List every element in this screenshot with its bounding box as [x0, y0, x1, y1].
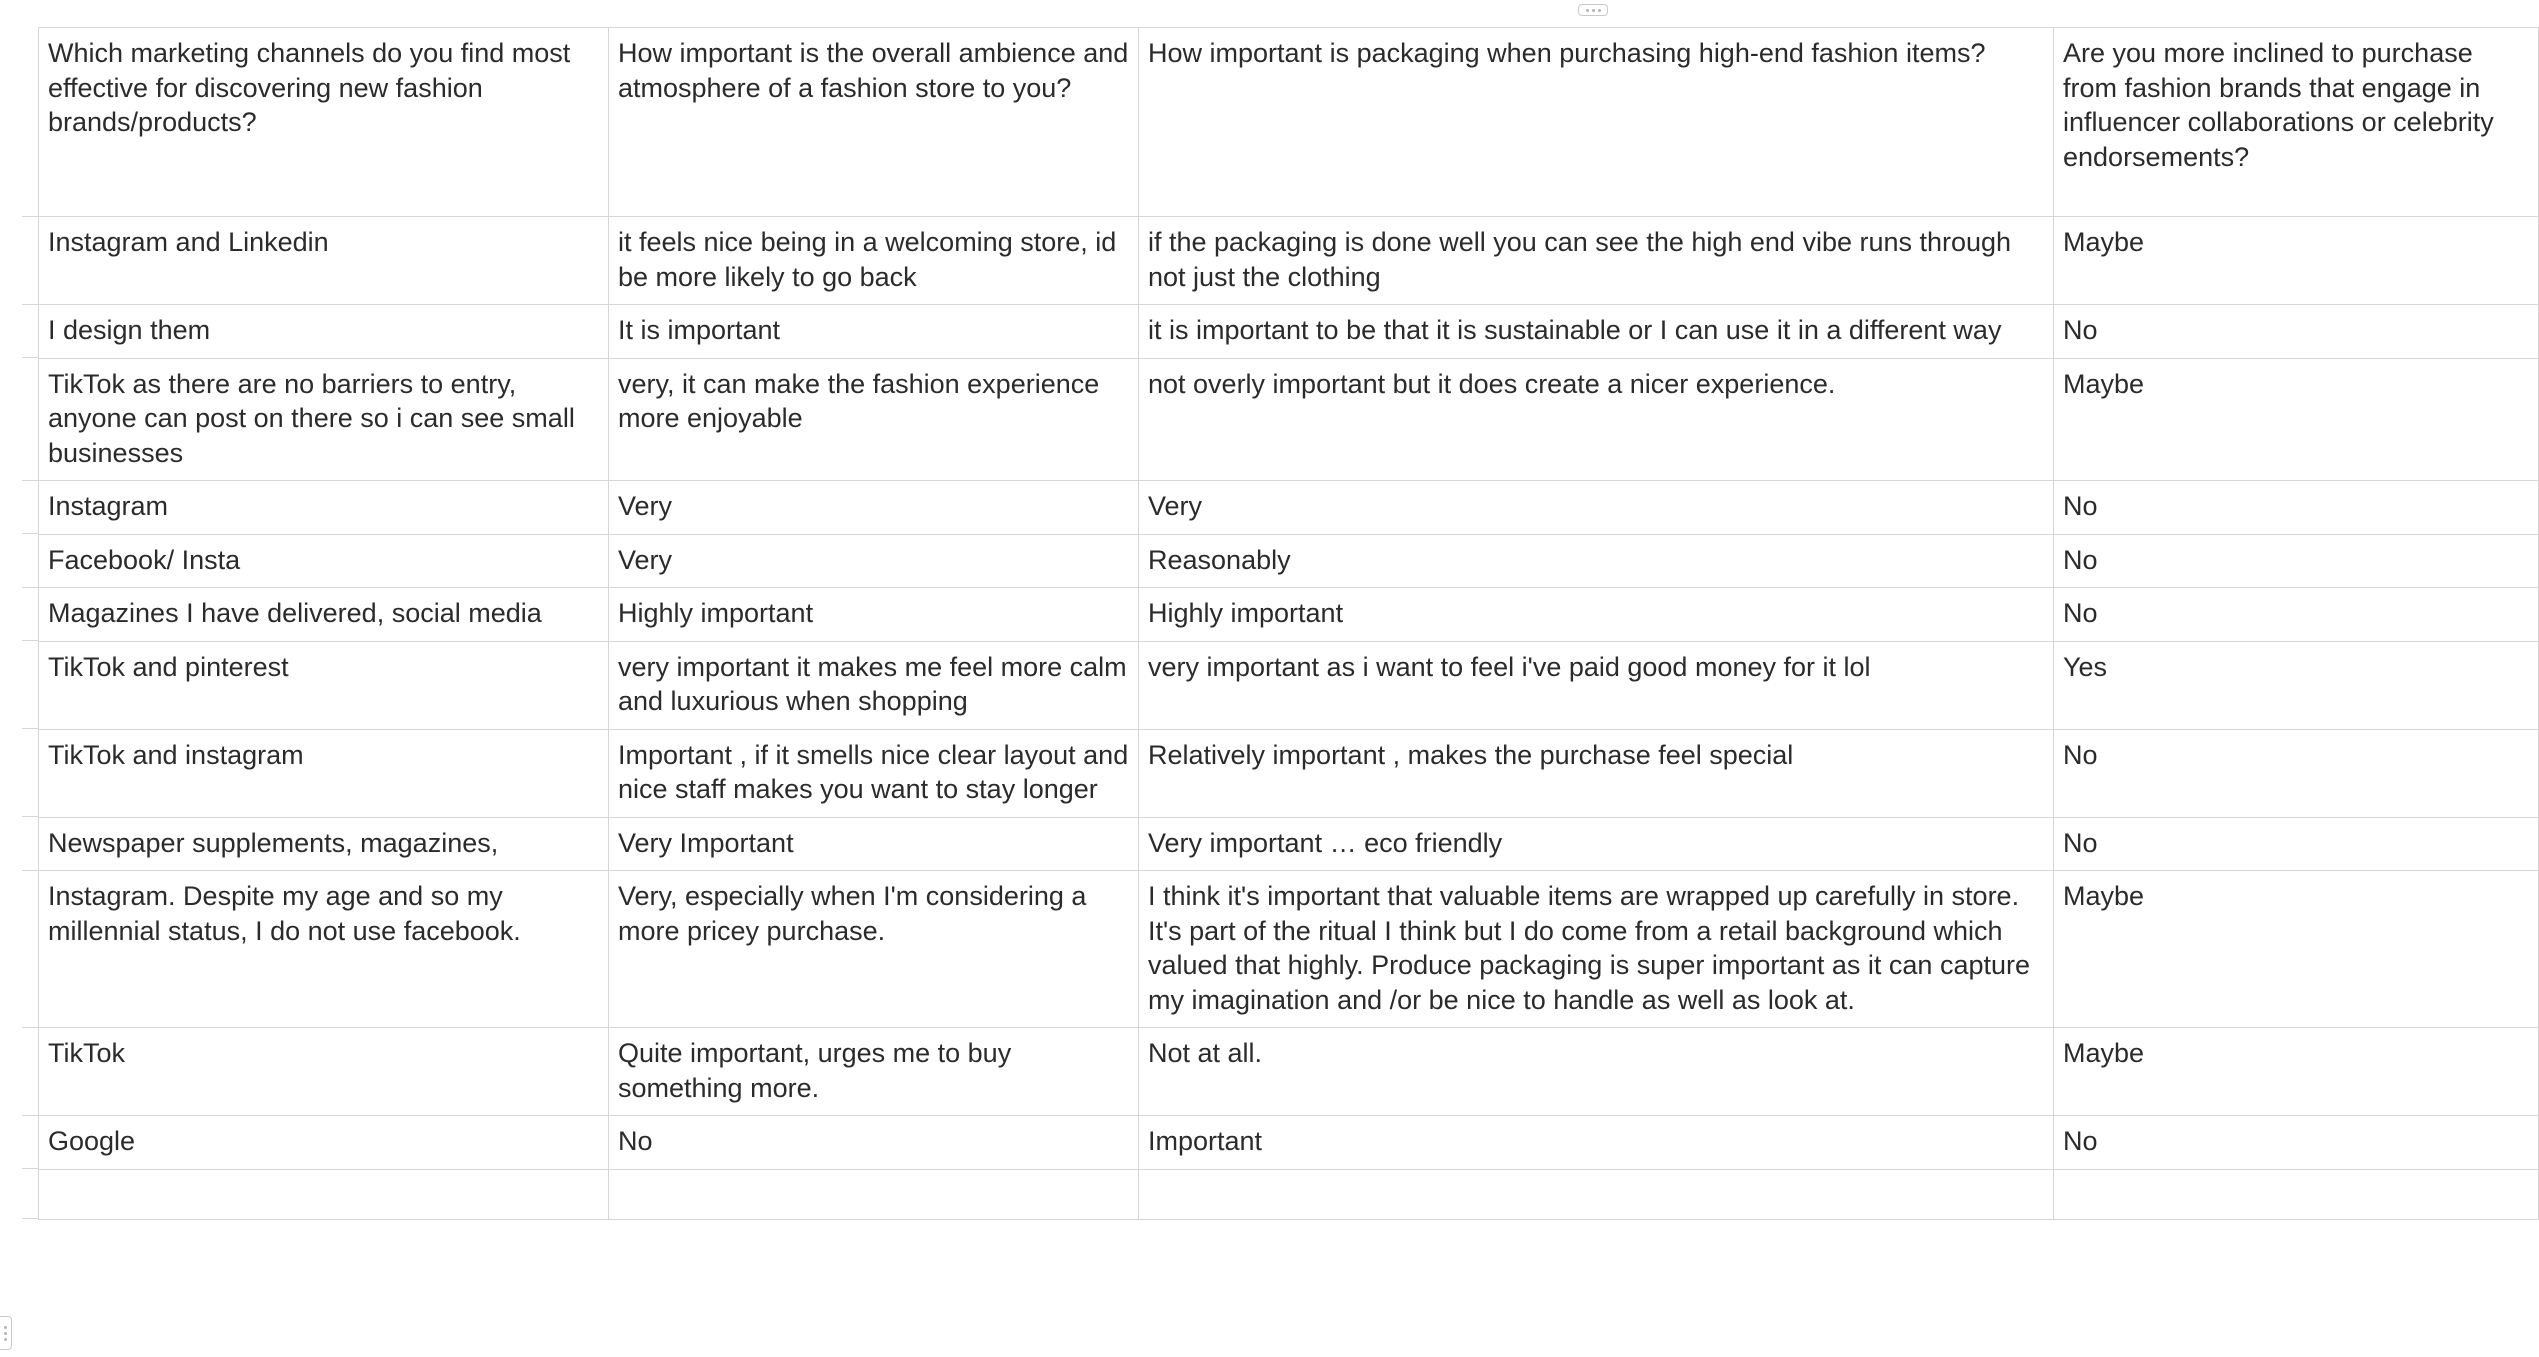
table-cell[interactable]: very, it can make the fashion experience more enjoyable — [609, 358, 1139, 481]
table-cell[interactable] — [2054, 1169, 2539, 1219]
table-row — [39, 641, 2539, 729]
table-cell[interactable]: Very — [609, 534, 1139, 588]
table-cell[interactable]: No — [2054, 305, 2539, 359]
row-divider — [22, 728, 38, 729]
table-cell[interactable]: Instagram. Despite my age and so my millennial status, I do not use facebook. — [39, 871, 609, 1028]
column-drag-handle[interactable] — [1578, 4, 1608, 16]
table-cell[interactable]: Google — [39, 1116, 609, 1170]
row-divider — [22, 480, 38, 481]
table-row — [39, 217, 2539, 305]
row-divider — [22, 216, 38, 217]
table-row — [39, 1169, 2539, 1219]
row-divider — [22, 1218, 38, 1219]
table-cell[interactable]: TikTok and pinterest — [39, 641, 609, 729]
table-cell[interactable]: Maybe — [2054, 871, 2539, 1028]
row-divider — [22, 1168, 38, 1169]
header-cell[interactable]: How important is the overall ambience and atmosphere of a fashion store to you? — [609, 28, 1139, 217]
table-cell[interactable]: Highly important — [1139, 588, 2054, 642]
table-cell[interactable]: Quite important, urges me to buy something more. — [609, 1028, 1139, 1116]
table-cell[interactable]: Newspaper supplements, magazines, — [39, 817, 609, 871]
row-gutter — [22, 27, 38, 1357]
table-cell[interactable]: It is important — [609, 305, 1139, 359]
table-cell[interactable]: TikTok as there are no barriers to entry, anyone can post on there so i can see small businesses — [39, 358, 609, 481]
table-cell[interactable] — [1139, 1169, 2054, 1219]
handle-dot-icon — [4, 1338, 7, 1341]
table-row — [39, 588, 2539, 642]
table-cell[interactable]: Reasonably — [1139, 534, 2054, 588]
table-cell[interactable]: No — [2054, 1116, 2539, 1170]
table-row — [39, 1028, 2539, 1116]
table-cell[interactable]: No — [2054, 729, 2539, 817]
table-cell[interactable]: No — [2054, 534, 2539, 588]
table-cell[interactable]: TikTok and instagram — [39, 729, 609, 817]
table-cell[interactable]: Not at all. — [1139, 1028, 2054, 1116]
handle-dot-icon — [4, 1326, 7, 1329]
table-cell[interactable]: I design them — [39, 305, 609, 359]
table-cell[interactable]: very important it makes me feel more calm and luxurious when shopping — [609, 641, 1139, 729]
table-cell[interactable]: Very, especially when I'm considering a more pricey purchase. — [609, 871, 1139, 1028]
table-cell[interactable]: it feels nice being in a welcoming store, id be more likely to go back — [609, 217, 1139, 305]
header-row — [39, 28, 2539, 217]
header-cell[interactable]: How important is packaging when purchasing high-end fashion items? — [1139, 28, 2054, 217]
table-cell[interactable]: No — [609, 1116, 1139, 1170]
row-divider — [22, 870, 38, 871]
table-cell[interactable]: Highly important — [609, 588, 1139, 642]
table-row — [39, 358, 2539, 481]
row-divider — [22, 1027, 38, 1028]
table-cell[interactable]: Instagram — [39, 481, 609, 535]
row-divider — [22, 357, 38, 358]
table-cell[interactable]: Very Important — [609, 817, 1139, 871]
header-cell[interactable]: Are you more inclined to purchase from fashion brands that engage in influencer collaborations or celebrity endorsements? — [2054, 28, 2539, 217]
table-row — [39, 1116, 2539, 1170]
table-cell[interactable]: Maybe — [2054, 1028, 2539, 1116]
table-cell[interactable]: Yes — [2054, 641, 2539, 729]
table-cell[interactable]: Facebook/ Insta — [39, 534, 609, 588]
row-divider — [22, 816, 38, 817]
row-divider — [22, 533, 38, 534]
table-row — [39, 817, 2539, 871]
table-row — [39, 729, 2539, 817]
header-cell[interactable]: Which marketing channels do you find most effective for discovering new fashion brands/products? — [39, 28, 609, 217]
table-cell[interactable]: not overly important but it does create a nicer experience. — [1139, 358, 2054, 481]
table-row — [39, 871, 2539, 1028]
table-cell[interactable]: Very — [609, 481, 1139, 535]
table-cell[interactable]: TikTok — [39, 1028, 609, 1116]
table-row — [39, 305, 2539, 359]
row-divider — [22, 587, 38, 588]
survey-table — [38, 27, 2539, 1220]
table-cell[interactable]: Instagram and Linkedin — [39, 217, 609, 305]
table-cell[interactable]: Very — [1139, 481, 2054, 535]
table-cell[interactable]: Maybe — [2054, 358, 2539, 481]
row-divider — [22, 304, 38, 305]
row-drag-handle[interactable] — [0, 1316, 12, 1350]
table-cell[interactable]: it is important to be that it is sustainable or I can use it in a different way — [1139, 305, 2054, 359]
table-cell[interactable]: Important , if it smells nice clear layout and nice staff makes you want to stay longer — [609, 729, 1139, 817]
table-cell[interactable]: Important — [1139, 1116, 2054, 1170]
row-divider — [22, 1115, 38, 1116]
table-cell[interactable]: Maybe — [2054, 217, 2539, 305]
handle-dot-icon — [1586, 9, 1589, 12]
table-cell[interactable]: No — [2054, 817, 2539, 871]
table-cell[interactable]: No — [2054, 588, 2539, 642]
table-row — [39, 481, 2539, 535]
row-divider — [22, 640, 38, 641]
table-cell[interactable]: I think it's important that valuable items are wrapped up carefully in store. It's part of the ritual I think but I do come from a retail background which valued that highly. Produce packaging is super important as it can capture my imagination and /or be nice to handle as well as look at. — [1139, 871, 2054, 1028]
table-cell[interactable] — [39, 1169, 609, 1219]
table-row — [39, 534, 2539, 588]
handle-dot-icon — [4, 1332, 7, 1335]
table-cell[interactable]: Relatively important , makes the purchase feel special — [1139, 729, 2054, 817]
table-cell[interactable]: very important as i want to feel i've paid good money for it lol — [1139, 641, 2054, 729]
table-cell[interactable]: Very important … eco friendly — [1139, 817, 2054, 871]
table-cell[interactable] — [609, 1169, 1139, 1219]
table-cell[interactable]: if the packaging is done well you can see the high end vibe runs through not just the clothing — [1139, 217, 2054, 305]
table-cell[interactable]: No — [2054, 481, 2539, 535]
table-cell[interactable]: Magazines I have delivered, social media — [39, 588, 609, 642]
handle-dot-icon — [1598, 9, 1601, 12]
handle-dot-icon — [1592, 9, 1595, 12]
